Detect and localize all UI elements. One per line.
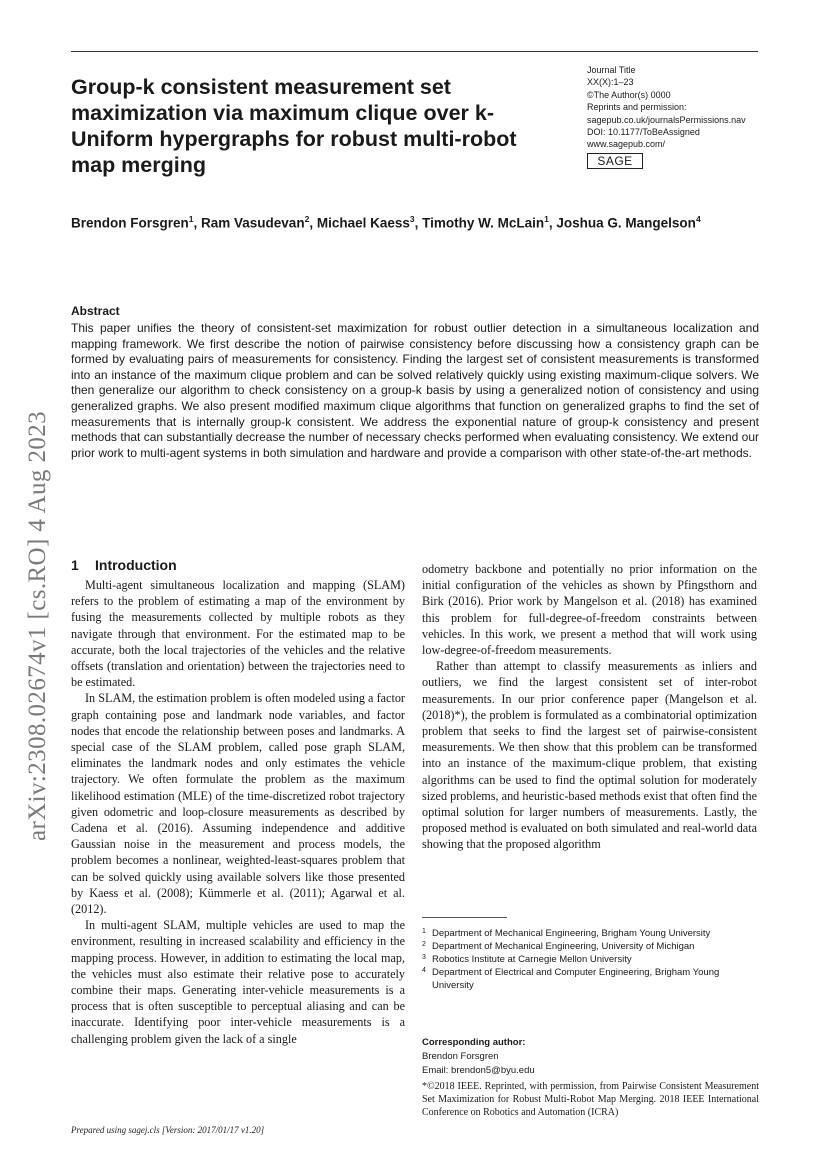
paragraph: In multi-agent SLAM, multiple vehicles are used to map the environment, resulting in increased scalability and efficiency in the mapping process. However, in addition to estimating the local map, the vehicles must also estimate their relative pose to accurately combine their maps. Generating inter-vehicle measurements is a process that is often susceptible to perceptual aliasing and can be inaccurate. Identifying poor inter-vehicle measurements is a challenging problem given the lack of a single xyxy=(71,918,405,1046)
author-affiliation: 4 xyxy=(695,214,701,224)
journal-info xyxy=(587,64,762,169)
copyright-note: *©2018 IEEE. Reprinted, with permission, from Pairwise Consistent Measurement Set Maximization for Robust Multi-Robot Map Merging. 2018 IEEE International Conference on Robotics and Automation (ICRA) xyxy=(422,1081,759,1118)
author-affiliation: 1 xyxy=(544,214,549,224)
section-heading xyxy=(71,557,177,573)
header-rule xyxy=(71,51,758,52)
section-title: Introduction xyxy=(95,557,177,573)
footnote-mark: 4 xyxy=(422,967,426,974)
corresponding-name: Brendon Forsgren xyxy=(422,1051,499,1062)
author-name: Michael Kaess xyxy=(316,215,410,231)
author-name: Brendon Forsgren xyxy=(71,215,189,231)
author-affiliation: 1 xyxy=(188,214,194,224)
journal-line: DOI: 10.1177/ToBeAssigned xyxy=(587,127,700,138)
journal-line: Journal Title xyxy=(587,65,636,75)
journal-line: ©The Author(s) 0000 xyxy=(587,89,671,100)
author-affiliation: 2 xyxy=(304,214,310,224)
right-column xyxy=(422,561,757,853)
journal-line: XX(X):1–23 xyxy=(587,77,634,88)
paragraph: Rather than attempt to classify measurements as inliers and outliers, we find the largest consistent set of inter-robot measurements. In our prior conference paper (Mangelson et al. (2018)*), the problem is formulated as a combinatorial optimization problem that seeks to find the largest set of pairwise-consistent measurements. We then show that this problem can be transformed into an instance of the maximum-clique problem, that existing algorithms can be used to find the optimal solution for moderately sized problems, and heuristic-based methods exist that often find the optimal solution for larger numbers of measurements. Lastly, the proposed method is evaluated on both simulated and real-world data showing that the proposed algorithm xyxy=(422,659,757,852)
corresponding-author xyxy=(422,1036,759,1078)
footnote-text: Department of Mechanical Engineering, University of Michigan xyxy=(432,941,695,952)
paragraph: odometry backbone and potentially no prior information on the initial configuration of the vehicles as shown by Pfingsthorn and Birk (2016). Prior work by Mangelson et al. (2018) has examined this problem for full-degree-of-freedom constraints between vehicles. In this work, we present a method that will work using low-degree-of-freedom measurements. xyxy=(422,562,757,658)
author-name: Joshua G. Mangelson xyxy=(556,215,696,231)
paper-title: Group-k consistent measurement set maximization via maximum clique over k-Uniform hypergraphs for robust multi-robot map merging xyxy=(71,75,517,177)
arxiv-identifier[interactable]: arXiv:2308.02674v1 [cs.RO] 4 Aug 2023 xyxy=(24,410,51,841)
sage-logo-box: SAGE xyxy=(587,153,643,169)
footnote-mark: 3 xyxy=(422,954,426,961)
abstract-heading: Abstract xyxy=(71,304,120,318)
page-footer: Prepared using sagej.cls [Version: 2017/01/17 v1.20] xyxy=(71,1125,265,1135)
journal-line: www.sagepub.com/ xyxy=(587,139,666,150)
author-name: Ram Vasudevan xyxy=(201,215,305,231)
paragraph: Multi-agent simultaneous localization and mapping (SLAM) refers to the problem of estimating a map of the environment by fusing the measurements collected by multiple robots as they navigate through that environment. For the estimated map to be accurate, both the local trajectories of the vehicles and the relative offsets (translation and orientation) between the trajectories need to be estimated. xyxy=(71,578,405,690)
corresponding-label: Corresponding author: xyxy=(422,1037,526,1048)
footnote xyxy=(422,927,759,940)
footnote-text: Robotics Institute at Carnegie Mellon University xyxy=(432,954,632,965)
footnote xyxy=(422,953,759,966)
footnote-rule xyxy=(422,917,507,918)
footnote-mark: 2 xyxy=(422,941,426,948)
journal-line: sagepub.co.uk/journalsPermissions.nav xyxy=(587,114,746,125)
affiliation-footnotes xyxy=(422,927,759,992)
footnote xyxy=(422,940,759,953)
corresponding-email[interactable]: Email: brendon5@byu.edu xyxy=(422,1065,535,1076)
author-affiliation: 3 xyxy=(409,214,415,224)
footnote-mark: 1 xyxy=(422,928,426,935)
author-list: Brendon Forsgren$^1$, Ram Vasudevan$^2$, Michael Kaess$^3$, Timothy W. McLain$^1$, Joshua G. Mangelson$^4$ xyxy=(71,214,701,231)
footnote-text: Department of Mechanical Engineering, Brigham Young University xyxy=(432,928,711,939)
footnote-text: Department of Electrical and Computer Engineering, Brigham Young University xyxy=(432,967,720,991)
author-name: Timothy W. McLain xyxy=(422,215,545,231)
footnote xyxy=(422,966,759,992)
journal-line: Reprints and permission: xyxy=(587,102,687,113)
section-number: 1 xyxy=(71,557,79,573)
paragraph: In SLAM, the estimation problem is often modeled using a factor graph containing pose and landmark node variables, and factor nodes that encode the relationship between poses and landmarks. A special case of the SLAM problem, called pose graph SLAM, eliminates the landmark nodes and only estimates the vehicle trajectory. We often formulate the problem as the maximum likelihood estimation (MLE) of the time-discretized robot trajectory given odometric and loop-closure measurements as described by Cadena et al. (2016). Assuming independence and additive Gaussian noise in the measurement and process models, the problem becomes a nonlinear, weighted-least-squares problem that can be solved quickly using available solvers like those presented by Kaess et al. (2008); Kümmerle et al. (2011); Agarwal et al. (2012). xyxy=(71,691,405,917)
left-column xyxy=(71,577,405,1047)
abstract-text: This paper unifies the theory of consistent-set maximization for robust outlier detection in a simultaneous localization and mapping framework. We first describe the notion of pairwise consistency before discussing how a consistency graph can be formed by evaluating pairs of measurements for consistency. Finding the largest set of consistent measurements is transformed into an instance of the maximum clique problem and can be solved relatively quickly using existing maximum-clique solvers. We then generalize our algorithm to check consistency on a group-k basis by using a generalized notion of consistency and using generalized graphs. We also present modified maximum clique algorithms that function on generalized graphs to find the set of measurements that is internally group-k consistent. We address the exponential nature of group-k consistency and present methods that can substantially decrease the number of necessary checks performed when evaluating consistency. We extend our prior work to multi-agent systems in both simulation and hardware and provide a comparison with other state-of-the-art methods. xyxy=(71,321,759,460)
